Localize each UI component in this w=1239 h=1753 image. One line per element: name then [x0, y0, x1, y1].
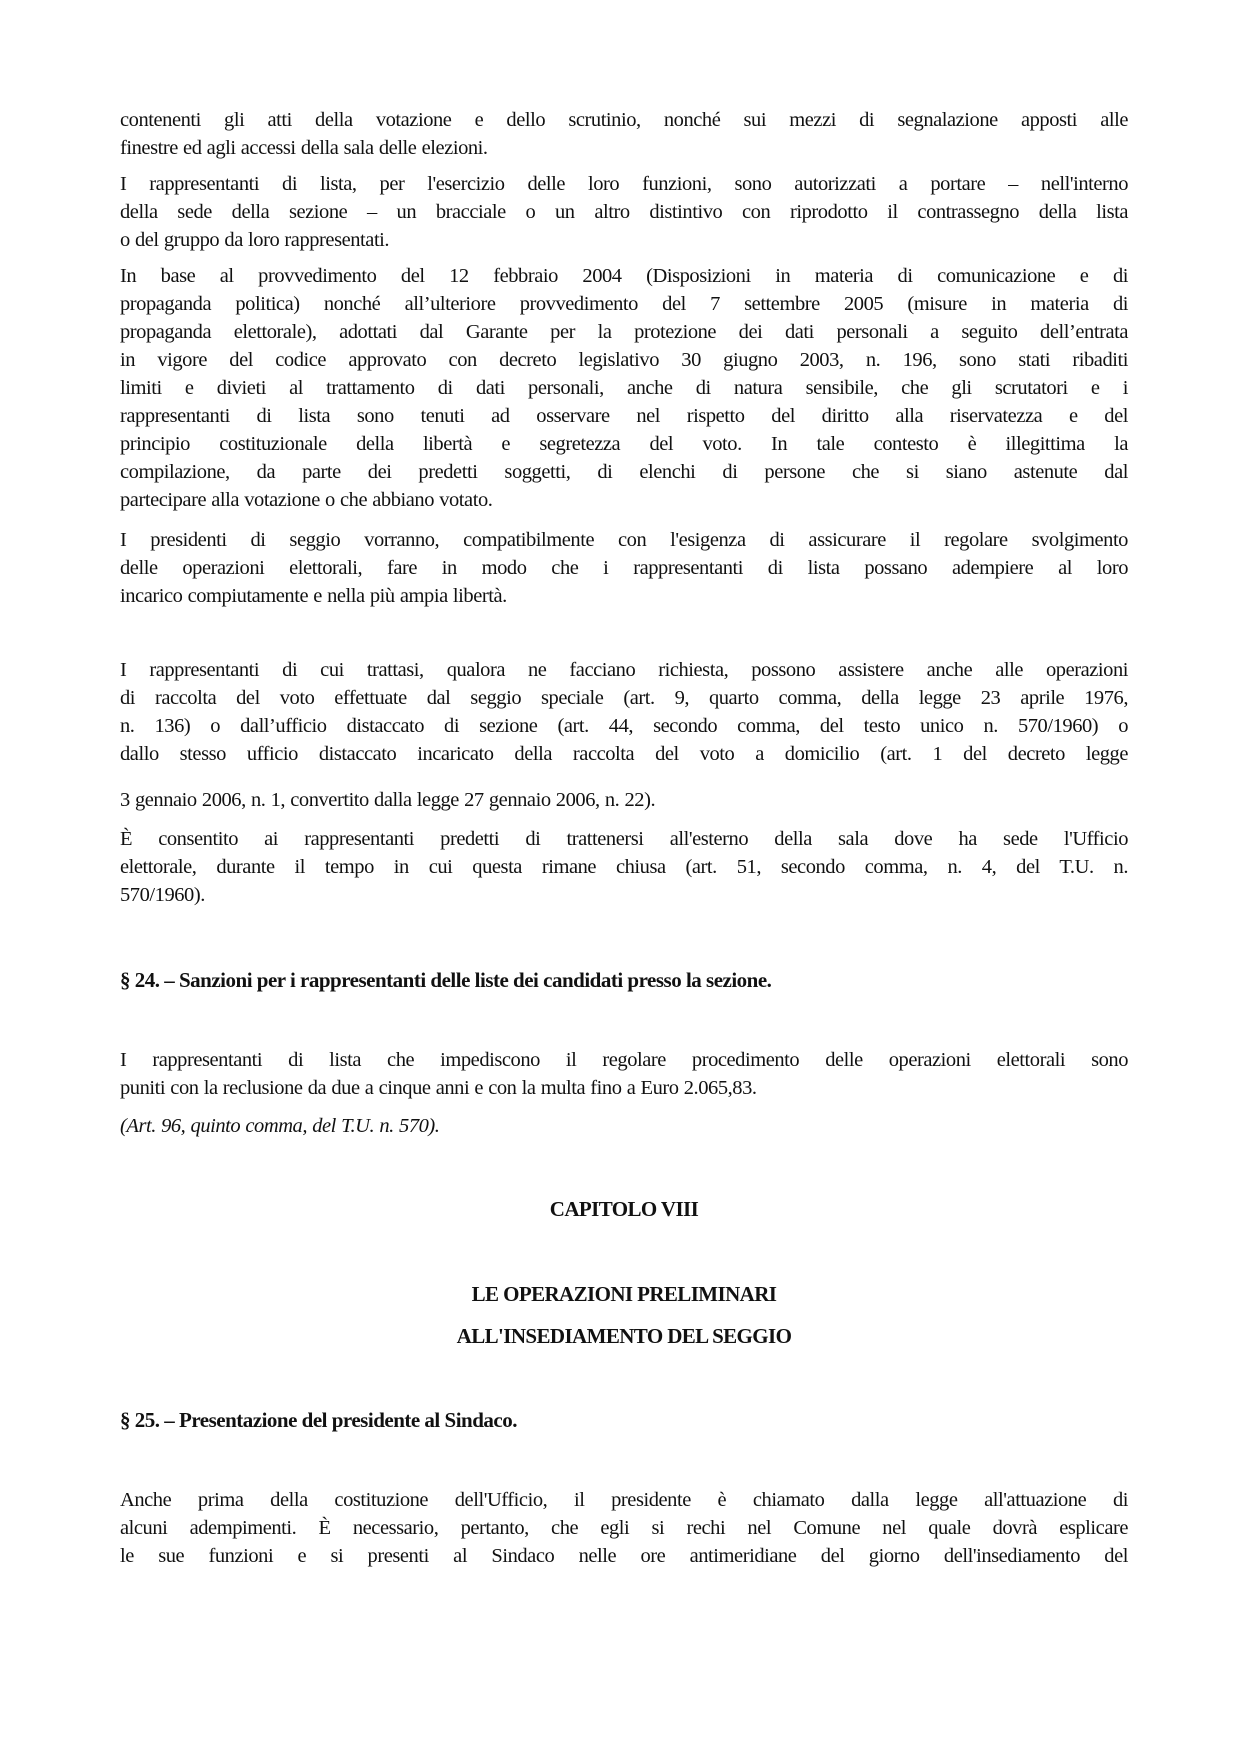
text-line: finestre ed agli accessi della sala delle elezioni. — [120, 137, 488, 159]
paragraph-outside-hall — [120, 825, 1128, 909]
text-line: n. 136) o dall’ufficio distaccato di sezione (art. 44, secondo comma, del testo unico n. 570/1960) o — [120, 715, 1128, 737]
text-line: propaganda politica) nonché all’ulteriore provvedimento del 7 settembre 2005 (misure in materia di — [120, 293, 1128, 315]
text-line: 570/1960). — [120, 884, 205, 906]
text-line: alcuni adempimenti. È necessario, pertanto, che egli si rechi nel Comune nel quale dovrà esplicare — [120, 1517, 1128, 1539]
text-line: in vigore del codice approvato con decreto legislativo 30 giugno 2003, n. 196, sono stati ribaditi — [120, 349, 1128, 371]
section-24-citation — [120, 1112, 1128, 1140]
paragraph-ballot-containers — [120, 106, 1128, 162]
text-line: elettorale, durante il tempo in cui questa rimane chiusa (art. 51, secondo comma, n. 4, del T.U. n. — [120, 856, 1128, 878]
text-line: incarico compiutamente e nella più ampia libertà. — [120, 585, 507, 607]
text-line: limiti e divieti al trattamento di dati personali, anche di natura sensibile, che gli scrutatori e i — [120, 377, 1128, 399]
section-24-body — [120, 1046, 1128, 1102]
text-line: I rappresentanti di lista che impediscono il regolare procedimento delle operazioni elettorali sono — [120, 1049, 1128, 1071]
text-line: le sue funzioni e si presenti al Sindaco nelle ore antimeridiane del giorno dell'insediamento del — [120, 1545, 1128, 1567]
text-line: principio costituzionale della libertà e segretezza del voto. In tale contesto è illegittima la — [120, 433, 1128, 455]
text-line: compilazione, da parte dei predetti soggetti, di elenchi di persone che si siano astenute dal — [120, 461, 1128, 483]
text-line: contenenti gli atti della votazione e dello scrutinio, nonché sui mezzi di segnalazione apposti alle — [120, 109, 1128, 131]
paragraph-privacy-guarantor — [120, 262, 1128, 514]
text-line: delle operazioni elettorali, fare in modo che i rappresentanti di lista possano adempiere al loro — [120, 557, 1128, 579]
paragraph-list-representatives-badge — [120, 170, 1128, 254]
chapter-number: CAPITOLO VIII — [549, 1197, 699, 1221]
text-line: dallo stesso ufficio distaccato incaricato della raccolta del voto a domicilio (art. 1 del decreto legge — [120, 743, 1128, 765]
text-line: rappresentanti di lista sono tenuti ad osservare nel rispetto del diritto alla riservatezza e del — [120, 405, 1128, 427]
text-line: È consentito ai rappresentanti predetti di trattenersi all'esterno della sala dove ha sede l'Ufficio — [120, 828, 1128, 850]
section-25-body — [120, 1486, 1128, 1570]
text-line: 3 gennaio 2006, n. 1, convertito dalla legge 27 gennaio 2006, n. 22). — [120, 789, 656, 811]
text-line: I rappresentanti di lista, per l'esercizio delle loro funzioni, sono autorizzati a portare – nell'interno — [120, 173, 1128, 195]
chapter-title-line-1: LE OPERAZIONI PRELIMINARI — [471, 1282, 777, 1306]
text-line: partecipare alla votazione o che abbiano votato. — [120, 489, 493, 511]
paragraph-presidents-duties — [120, 526, 1128, 610]
text-line: In base al provvedimento del 12 febbraio 2004 (Disposizioni in materia di comunicazione e di — [120, 265, 1128, 287]
text-line: della sede della sezione – un bracciale o un altro distintivo con riprodotto il contrassegno della lista — [120, 201, 1128, 223]
paragraph-decree-conversion — [120, 786, 1128, 814]
paragraph-special-seat-operations — [120, 656, 1128, 768]
chapter-title-line-2: ALL'INSEDIAMENTO DEL SEGGIO — [456, 1324, 792, 1348]
citation-text: (Art. 96, quinto comma, del T.U. n. 570). — [120, 1115, 440, 1137]
text-line: o del gruppo da loro rappresentati. — [120, 229, 390, 251]
text-line: Anche prima della costituzione dell'Ufficio, il presidente è chiamato dalla legge all'attuazione di — [120, 1489, 1128, 1511]
text-line: di raccolta del voto effettuate dal seggio speciale (art. 9, quarto comma, della legge 23 aprile 1976, — [120, 687, 1128, 709]
section-24-heading: § 24. – Sanzioni per i rappresentanti delle liste dei candidati presso la sezione. — [120, 968, 772, 992]
text-line: I rappresentanti di cui trattasi, qualora ne facciano richiesta, possono assistere anche alle operazioni — [120, 659, 1128, 681]
text-line: I presidenti di seggio vorranno, compatibilmente con l'esigenza di assicurare il regolare svolgimento — [120, 529, 1128, 551]
text-line: puniti con la reclusione da due a cinque anni e con la multa fino a Euro 2.065,83. — [120, 1077, 757, 1099]
text-line: propaganda elettorale), adottati dal Garante per la protezione dei dati personali a seguito dell’entrata — [120, 321, 1128, 343]
section-25-heading: § 25. – Presentazione del presidente al Sindaco. — [120, 1408, 517, 1432]
